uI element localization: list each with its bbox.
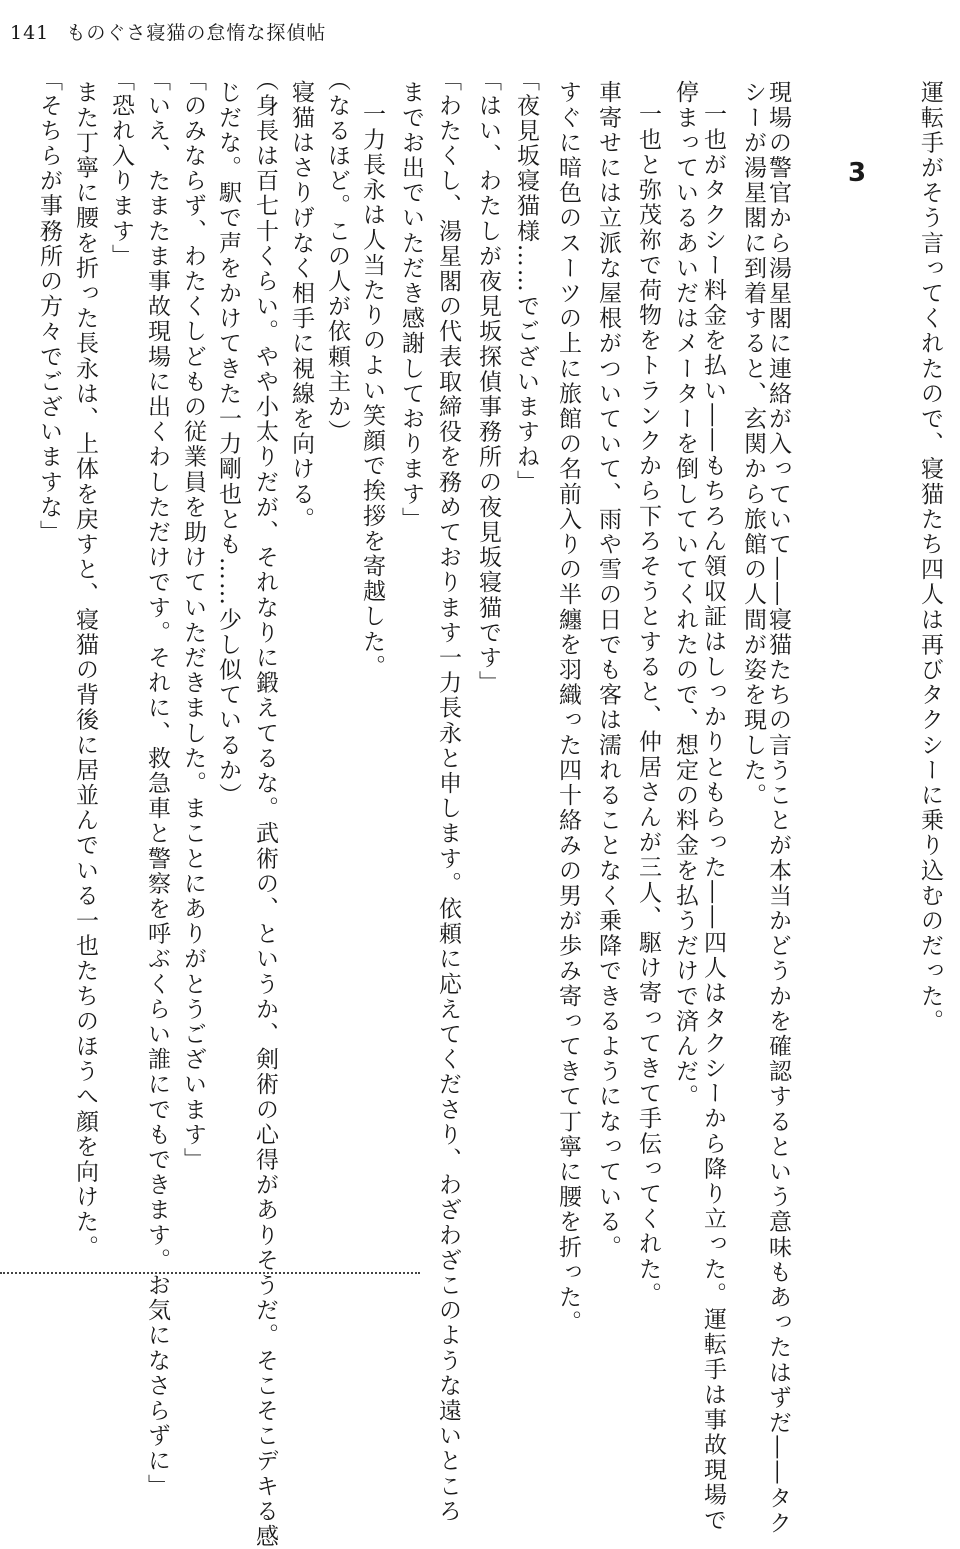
text-line: 一也と弥茂祢で荷物をトランクから下ろそうとすると、仲居さんが三人、駆け寄ってきて手伝ってくれた。 [635,102,661,1307]
text-line: 「いえ、たまたま事故現場に出くわしただけです。それに、救急車と警察を呼ぶくらい誰にでもできます。お気になさらずに」 [144,68,170,1499]
text-line: 「恐れ入ります」 [108,68,134,269]
text-line: 「わたくし、湯星閣の代表取締役を務めております一力長永と申します。依頼に応えてくださり、わざわざこのような遠いところ [435,68,461,1524]
text-line: 車寄せには立派な屋根がついていて、雨や雪の日でも客は濡れることなく乗降できるようになっている。 [595,80,621,1260]
text-line: シーが湯星閣に到着すると、玄関から旅館の人間が姿を現した。 [740,80,766,808]
text-line: までお出でいただき感謝しております」 [398,80,424,532]
text-line: 「夜見坂寝猫様……でございますね」 [513,68,539,495]
text-line: 「はい、わたしが夜見坂探偵事務所の夜見坂寝猫です」 [475,68,501,696]
text-line: （なるほど。この人が依頼主か） [324,68,350,445]
text-line: また丁寧に腰を折った長永は、上体を戻すと、寝猫の背後に居並んでいる一也たちのほうへ顔を向けた。 [72,80,98,1260]
text-line: 寝猫はさりげなく相手に視線を向ける。 [288,80,314,532]
text-line: 「そちらが事務所の方々でございますな」 [36,68,62,545]
text-line: 一力長永は人当たりのよい笑顔で挨拶を寄越した。 [359,102,385,680]
page-header [10,18,326,45]
text-line: 「のみならず、わたくしどもの従業員を助けていただきました。まことにありがとうございます」 [180,68,206,1173]
page-number: 141 [10,22,50,44]
text-line: じだな。駅で声をかけてきた一力剛也とも……少し似ているか） [215,80,241,808]
text-line: 現場の警官から湯星閣に連絡が入っていて――寝猫たちの言うことが本当かどうかを確認するという意味もあったはずだ――タク [765,80,791,1536]
text-line: 運転手がそう言ってくれたので、寝猫たち四人は再びタクシーに乗り込むのだった。 [917,80,943,1034]
bottom-rule [0,1272,420,1274]
section-number: 3 [848,158,867,188]
text-line: すぐに暗色のスーツの上に旅館の名前入りの半纏を羽織った四十絡みの男が歩み寄ってきて丁寧に腰を折った。 [555,80,581,1335]
text-line: 一也がタクシー料金を払い――もちろん領収証はしっかりともらった――四人はタクシーから降り立った。運転手は事故現場で [700,102,726,1533]
book-title: ものぐさ寝猫の怠惰な探偵帖 [66,22,327,44]
text-line: 停まっているあいだはメーターを倒していてくれたので、想定の料金を払うだけで済んだ。 [672,80,698,1110]
text-line: （身長は百七十くらい。やや小太りだが、それなりに鍛えてるな。武術の、というか、剣術の心得がありそうだ。そこそこデキる感 [252,68,278,1549]
